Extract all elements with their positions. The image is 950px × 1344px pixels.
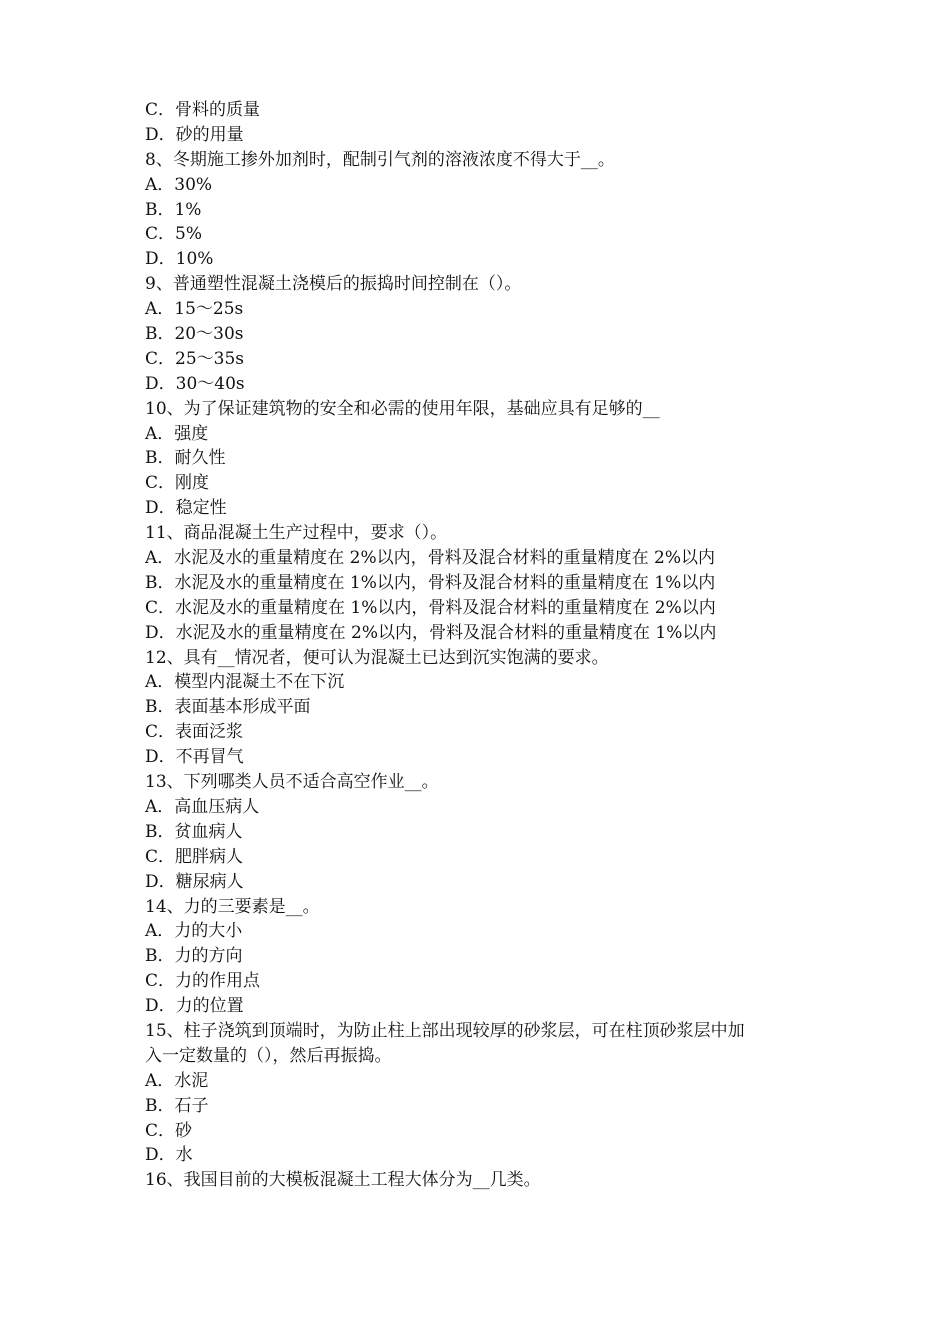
option-d: D．10% — [145, 249, 214, 270]
option-a: A．15～25s — [145, 299, 244, 320]
option-a: A．水泥 — [145, 1070, 209, 1091]
option-b: B．耐久性 — [145, 448, 226, 469]
question-12: 12、具有__情况者，便可认为混凝土已达到沉实饱满的要求。 — [145, 647, 609, 668]
option-b: B．贫血病人 — [145, 821, 243, 842]
option-b: B．力的方向 — [145, 946, 243, 967]
option-a: A．水泥及水的重量精度在 2%以内，骨料及混合材料的重量精度在 2%以内 — [145, 548, 716, 569]
question-15-line-1: 15、柱子浇筑到顶端时，为防止柱上部出现较厚的砂浆层，可在柱顶砂浆层中加 — [145, 1020, 745, 1041]
option-b: B．石子 — [145, 1095, 209, 1116]
option-a: A．高血压病人 — [145, 796, 260, 817]
option-c: C．水泥及水的重量精度在 1%以内，骨料及混合材料的重量精度在 2%以内 — [145, 597, 716, 618]
question-8: 8、冬期施工掺外加剂时，配制引气剂的溶液浓度不得大于__。 — [145, 149, 615, 170]
option-a: A．力的大小 — [145, 921, 243, 942]
option-c: C．骨料的质量 — [145, 100, 261, 120]
question-11: 11、商品混凝土生产过程中，要求（）。 — [145, 523, 448, 544]
question-10: 10、为了保证建筑物的安全和必需的使用年限，基础应具有足够的__ — [145, 398, 660, 419]
option-c: C．砂 — [145, 1120, 193, 1141]
document-text — [145, 98, 815, 1193]
option-d: D．水 — [145, 1145, 193, 1166]
option-c: C．25～35s — [145, 348, 244, 369]
option-b: B．水泥及水的重量精度在 1%以内，骨料及混合材料的重量精度在 1%以内 — [145, 572, 716, 593]
option-b: B．1% — [145, 199, 202, 220]
option-d: D．不再冒气 — [145, 747, 244, 768]
option-d: D．30～40s — [145, 373, 245, 394]
option-c: C．表面泛浆 — [145, 722, 244, 743]
option-b: B．20～30s — [145, 324, 244, 345]
question-9: 9、普通塑性混凝土浇模后的振捣时间控制在（）。 — [145, 274, 522, 295]
option-a: A．强度 — [145, 423, 209, 444]
option-d: D．力的位置 — [145, 996, 244, 1017]
question-13: 13、下列哪类人员不适合高空作业__。 — [145, 772, 439, 793]
question-15-line-2: 入一定数量的（），然后再振捣。 — [145, 1045, 392, 1066]
option-d: D．稳定性 — [145, 498, 227, 519]
option-a: A．模型内混凝土不在下沉 — [145, 672, 345, 693]
option-c: C．刚度 — [145, 473, 210, 494]
option-d: D．砂的用量 — [145, 124, 244, 145]
option-b: B．表面基本形成平面 — [145, 697, 311, 718]
option-d: D．水泥及水的重量精度在 2%以内，骨料及混合材料的重量精度在 1%以内 — [145, 622, 717, 643]
option-d: D．糖尿病人 — [145, 871, 244, 892]
option-c: C．肥胖病人 — [145, 846, 244, 867]
option-c: C．5% — [145, 224, 202, 245]
question-14: 14、力的三要素是__。 — [145, 896, 320, 917]
question-16: 16、我国目前的大模板混凝土工程大体分为__几类。 — [145, 1170, 541, 1191]
option-c: C．力的作用点 — [145, 971, 261, 992]
option-a: A．30% — [145, 174, 213, 195]
